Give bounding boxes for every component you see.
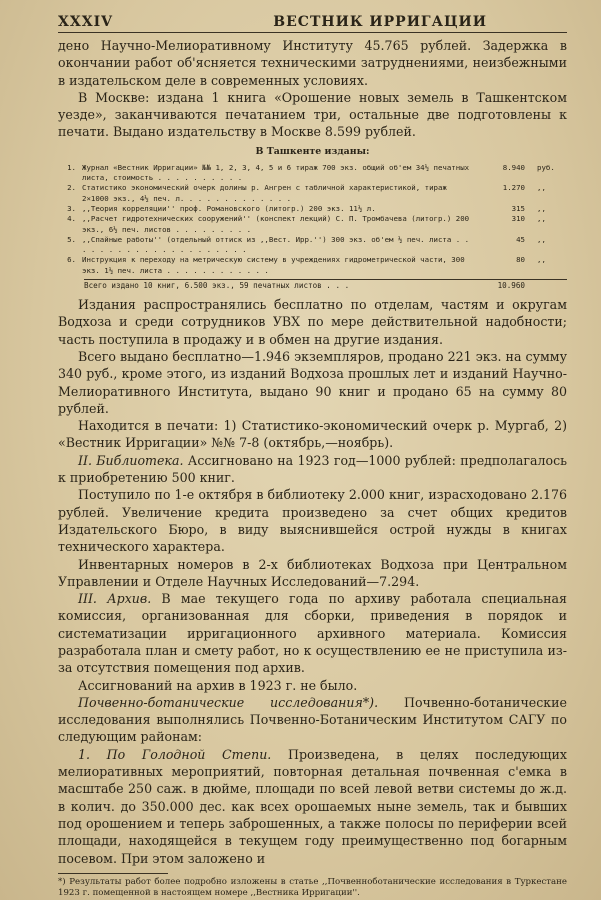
- publication-unit: ,,: [537, 214, 546, 224]
- paragraph: Всего выдано бесплатно—1.946 экземпляров, продано 221 экз. на сумму 340 руб., кроме этого, из изданий Водхоза прошлых лет и изданий Научно-Мелиоративного Института, выдано 90 книг и продано 65 на сумму 80 рублей.: [58, 348, 567, 416]
- publication-text: Журнал «Вестник Ирригации» №№ 1, 2, 3, 4, 5 и 6 тираж 700 экз. общий об'ем 34½ печатных листа, стоимость . . . . . . . . . .: [82, 162, 474, 183]
- paragraph-text: Ассигновано на 1923 год—1000 рублей: предполагалось к приобретению 500 книг.: [58, 452, 567, 486]
- publication-amount: 45: [516, 234, 525, 244]
- publication-text: Статистико экономический очерк долины р. Ангрен с табличной характеристикой, тираж 2×1000 экз., 4½ печ. л. . . . . . . . . . . . .: [82, 183, 452, 203]
- paragraph: [58, 452, 567, 487]
- publication-number: 1.: [67, 162, 76, 172]
- publication-unit: руб.: [537, 162, 555, 172]
- subsection-title: 1. По Голодной Степи.: [78, 746, 272, 762]
- footnote: *) Результаты работ более подробно изложены в статье ,,Почвеннoботанические исследования в Туркестане 1923 г. помещенной в настоящем номере ,,Вестника Ирригации''.: [58, 876, 567, 898]
- paragraph: дено Научно-Мелиоративному Институту 45.765 рублей. Задержка в окончании работ об'ясняется техническими затруднениями, неизбежными в издательском деле в современных условиях.: [58, 38, 567, 88]
- publication-unit: ,,: [537, 255, 546, 265]
- page-number: XXXIV: [58, 14, 113, 30]
- total-amount: 10.960: [497, 281, 525, 291]
- publication-unit: ,,: [537, 203, 546, 213]
- paragraph: [58, 590, 567, 676]
- publication-number: 4.: [67, 214, 76, 224]
- publication-number: 5.: [67, 234, 76, 244]
- publications-total: [84, 279, 567, 290]
- footnote-rule: [58, 873, 168, 874]
- publication-row: [58, 204, 567, 214]
- publication-number: 6.: [67, 255, 76, 265]
- paragraph-text: В мае текущего года по архиву работала специальная комиссия, организованная для сборки, приведения в порядок и систематизации ирригационного архивного материала. Комиссия разработала план и смету работ, но к осуществлению ее не приступила из-за отсутствия помещения под архив.: [58, 591, 567, 676]
- section-title: Почвенно-ботанические исследования*).: [78, 694, 379, 710]
- section-title: II. Библиотека.: [78, 452, 184, 468]
- paragraph: Издания распространялись бесплатно по отделам, частям и округам Водхоза и среди сотрудников УВХ по мере действительной надобности; часть поступила в продажу и в обмен на другие издания.: [58, 297, 567, 347]
- publication-row: [58, 255, 567, 276]
- publication-unit: ,,: [537, 183, 546, 193]
- publication-row: [58, 214, 567, 235]
- paragraph: [58, 746, 567, 867]
- publication-text: ,,Теория корреляции'' проф. Романовского (литогр.) 200 экз. 11½ л.: [82, 203, 376, 213]
- publication-number: 2.: [67, 183, 76, 193]
- publication-unit: ,,: [537, 234, 546, 244]
- paragraph: Инвентарных номеров в 2-х библиотеках Водхоза при Центральном Управлении и Отделе Научных Исследований—7.294.: [58, 556, 567, 589]
- publication-row: [58, 235, 567, 256]
- paragraph: Поступило по 1-е октября в библиотеку 2.000 книг, израсходовано 2.176 рублей. Увеличение кредита произведено за счет общих кредитов Издательского Бюро, в виду выяснившейся острой нужды в книгах технического характера.: [58, 487, 567, 555]
- publication-row: [58, 183, 567, 204]
- publication-amount: 1.270: [502, 183, 525, 193]
- total-label: Всего издано 10 книг, 6.500 экз., 59 печатных листов . . .: [84, 281, 350, 291]
- publication-row: [58, 163, 567, 184]
- journal-title: ВЕСТНИК ИРРИГАЦИИ: [273, 14, 487, 30]
- publication-number: 3.: [67, 203, 76, 213]
- section-title: III. Архив.: [78, 591, 152, 607]
- paragraph: Ассигнований на архив в 1923 г. не было.: [78, 677, 358, 693]
- publication-amount: 8.940: [502, 162, 525, 172]
- page-header: [58, 14, 567, 33]
- publications-heading: В Ташкенте изданы:: [255, 145, 370, 157]
- publication-text: ,,Спайные работы'' (отдельный оттиск из ,,Вест. Ирр.'') 300 экз. об'ем ½ печ. листа . . . . . . . . . . . . . . . . . . . . .: [82, 234, 474, 255]
- paragraph: В Москве: издана 1 книга «Орошение новых земель в Ташкентском уезде», заканчиваются печатанием три, остальные две подготовлены к печати. Выдано издательству в Москве 8.599 рублей.: [58, 89, 567, 140]
- publication-text: Инструкция к переходу на метрическую систему в учреждениях гидрометрической части, 300 экз. 1½ печ. листа . . . . . . . . . . . .: [82, 255, 470, 275]
- publication-amount: 310: [511, 214, 525, 224]
- publication-text: ,,Расчет гидротехнических сооружений'' (конспект лекций) С. П. Тромбачева (литогр.) 200 экз., 6½ печ. листов . . . . . . . . .: [82, 214, 474, 234]
- paragraph: Находится в печати: 1) Статистико-экономический очерк р. Мургаб, 2) «Вестник Ирригации» №№ 7-8 (октябрь,—ноябрь).: [58, 418, 567, 451]
- publications-table: [58, 163, 567, 276]
- publication-amount: 80: [516, 255, 525, 265]
- paragraph-text: Почвенно-ботанические исследования выполнялись Почвенно-Ботаническим Институтом САГУ по следующим районам:: [58, 694, 568, 745]
- publication-amount: 315: [511, 203, 525, 213]
- paragraph-text: Произведена, в целях последующих мелиоративных мероприятий, повторная детальная почвенная с'емка в масштабе 250 саж. в дюйме, площади по всей левой ветви системы до ж.д. в колич. до 350.000 дес. как всех орошаемых ныне земель, так и бывших под орошением и теперь заброшенных, а также полосы по периферии всей площади, находящейся в текущем году преимущественно под богарным посевом. При этом заложено и: [58, 746, 567, 866]
- paragraph: [58, 694, 567, 746]
